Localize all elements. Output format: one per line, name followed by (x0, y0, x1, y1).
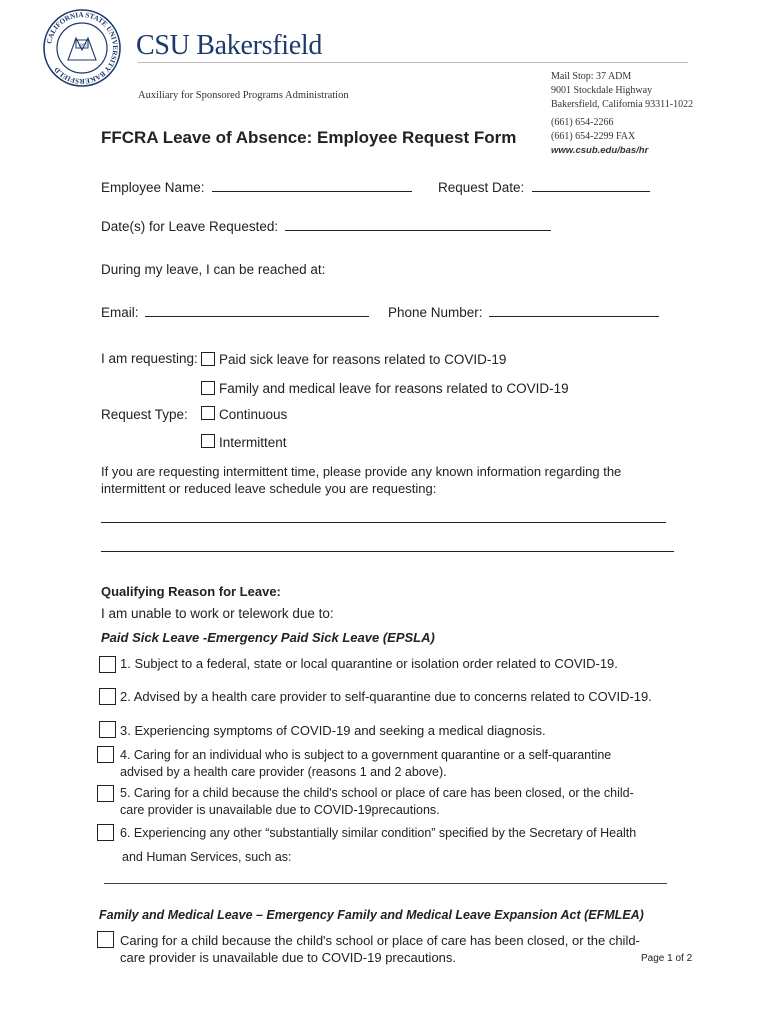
reason-5-label-cont: care provider is unavailable due to COVID-19precautions. (120, 803, 440, 817)
fax-line: (661) 654-2299 FAX (551, 131, 636, 142)
reason-3-checkbox[interactable] (99, 721, 116, 738)
paid-sick-leave-label: Paid sick leave for reasons related to COVID-19 (219, 352, 507, 367)
reason-1-checkbox[interactable] (99, 656, 116, 673)
intermittent-label: Intermittent (219, 435, 287, 450)
reason-4-checkbox[interactable] (97, 746, 114, 763)
header-divider (138, 62, 688, 63)
efmlea-checkbox[interactable] (97, 931, 114, 948)
efmlea-label: Caring for a child because the child's school or place of care has been closed, or the child- (120, 933, 640, 948)
qualifying-intro: I am unable to work or telework due to: (101, 606, 334, 621)
schedule-answer-line[interactable] (101, 551, 674, 552)
epsla-title: Paid Sick Leave -Emergency Paid Sick Leave (EPSLA) (101, 630, 435, 645)
leave-dates-label: Date(s) for Leave Requested: (101, 219, 279, 234)
continuous-checkbox[interactable] (201, 406, 215, 420)
reason-1-label: 1. Subject to a federal, state or local quarantine or isolation order related to COVID-19. (120, 656, 618, 671)
reason-2-checkbox[interactable] (99, 688, 116, 705)
requesting-label: I am requesting: (101, 351, 198, 366)
address-line: Bakersfield, California 93311-1022 (551, 99, 694, 110)
leave-dates-field[interactable] (285, 217, 551, 231)
condition-answer-line[interactable] (104, 883, 667, 884)
paid-sick-leave-checkbox[interactable] (201, 352, 215, 366)
brand-name: CSU Bakersfield (136, 30, 323, 61)
reason-4-label: 4. Caring for an individual who is subject to a government quarantine or a self-quarantine (120, 748, 612, 762)
address-block (551, 70, 693, 158)
svg-text:1965: 1965 (78, 42, 87, 48)
website-link[interactable]: www.csub.edu/bas/hr (551, 145, 649, 156)
brand-subtitle: Auxiliary for Sponsored Programs Administration (138, 90, 349, 101)
intermittent-note: If you are requesting intermittent time, please provide any known information regarding the (101, 464, 622, 479)
employee-name-field[interactable] (212, 178, 412, 192)
address-line: Mail Stop: 37 ADM (551, 71, 632, 82)
address-line: 9001 Stockdale Highway (551, 85, 653, 96)
efmlea-label-cont: care provider is unavailable due to COVID-19 precautions. (120, 950, 457, 965)
intermittent-note-2: intermittent or reduced leave schedule you are requesting: (101, 481, 437, 496)
phone-line: (661) 654-2266 (551, 117, 614, 128)
phone-field[interactable] (489, 303, 659, 317)
reach-label: During my leave, I can be reached at: (101, 262, 326, 277)
request-date-field[interactable] (532, 178, 650, 192)
intermittent-checkbox[interactable] (201, 434, 215, 448)
reason-6-checkbox[interactable] (97, 824, 114, 841)
reason-4-label-cont: advised by a health care provider (reasons 1 and 2 above). (120, 765, 447, 779)
request-date-label: Request Date: (438, 180, 525, 195)
family-medical-leave-label: Family and medical leave for reasons related to COVID-19 (219, 381, 569, 396)
schedule-answer-line[interactable] (101, 522, 666, 523)
svg-text:CALIFORNIA STATE UNIVERSITY BA: CALIFORNIA STATE UNIVERSITY BAKERSFIELD (45, 10, 120, 86)
qualifying-title: Qualifying Reason for Leave: (101, 584, 281, 599)
phone-label: Phone Number: (388, 305, 483, 320)
request-type-label: Request Type: (101, 407, 188, 422)
university-seal-logo (42, 8, 122, 88)
reason-2-label: 2. Advised by a health care provider to self-quarantine due to concerns related to COVID-19. (120, 689, 652, 704)
employee-name-label: Employee Name: (101, 180, 205, 195)
reason-5-checkbox[interactable] (97, 785, 114, 802)
efmlea-title: Family and Medical Leave – Emergency Family and Medical Leave Expansion Act (EFMLEA) (99, 908, 644, 922)
email-label: Email: (101, 305, 139, 320)
reason-6-label-cont: and Human Services, such as: (122, 850, 292, 864)
form-title: FFCRA Leave of Absence: Employee Request Form (101, 128, 517, 147)
page-number: Page 1 of 2 (641, 953, 693, 964)
continuous-label: Continuous (219, 407, 288, 422)
reason-6-label: 6. Experiencing any other “substantially similar condition” specified by the Secretary of Health (120, 826, 637, 840)
family-medical-leave-checkbox[interactable] (201, 381, 215, 395)
email-field[interactable] (145, 303, 369, 317)
reason-5-label: 5. Caring for a child because the child's school or place of care has been closed, or the child- (120, 786, 634, 800)
reason-3-label: 3. Experiencing symptoms of COVID-19 and seeking a medical diagnosis. (120, 723, 546, 738)
